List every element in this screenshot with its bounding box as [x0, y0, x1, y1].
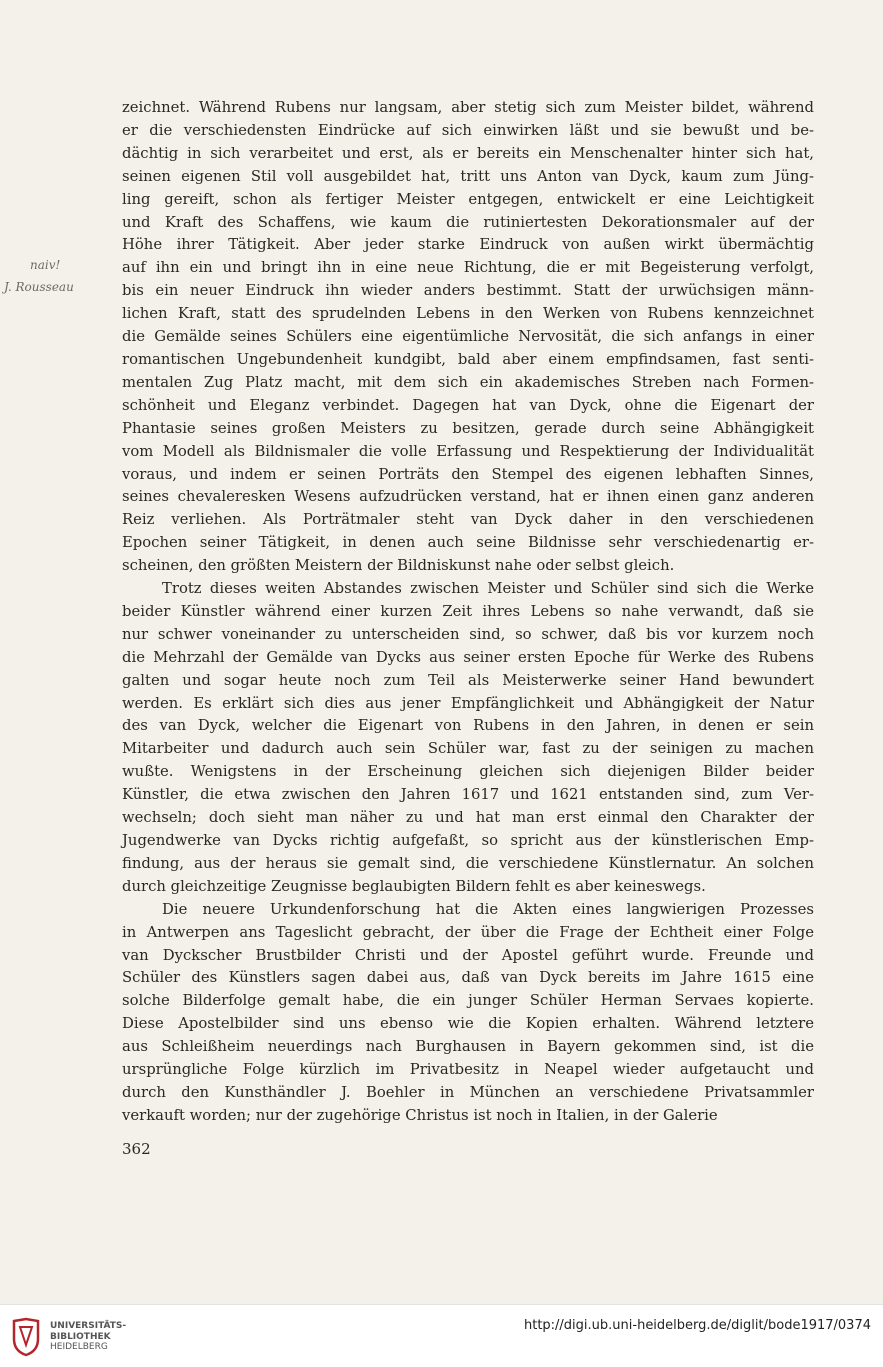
text-line: und Kraft des Schaffens, wie kaum die rutiniertesten Dekorationsmaler auf der: [122, 213, 814, 231]
text-line: aus Schleißheim neuerdings nach Burghausen in Bayern gekommen sind, ist die: [122, 1038, 814, 1056]
text-line: wußte. Wenigstens in der Erscheinung gleichen sich diejenigen Bilder beider: [122, 763, 814, 781]
text-line: romantischen Ungebundenheit kundgibt, bald aber einem empfindsamen, fast senti-: [122, 350, 814, 368]
library-line-2: BIBLIOTHEK: [50, 1331, 111, 1342]
text-line: ursprüngliche Folge kürzlich im Privatbesitz in Neapel wieder aufgetaucht und: [122, 1061, 814, 1079]
text-line: zeichnet. Während Rubens nur langsam, aber stetig sich zum Meister bildet, während: [122, 99, 814, 116]
text-line: durch den Kunsthändler J. Boehler in München an verschiedene Privatsammler: [122, 1083, 814, 1101]
text-line: Epochen seiner Tätigkeit, in denen auch seine Bildnisse sehr verschiedenartig er-: [122, 534, 814, 552]
text-line: mentalen Zug Platz macht, mit dem sich ein akademisches Streben nach Formen-: [122, 373, 814, 391]
text-line: verkauft worden; nur der zugehörige Christus ist noch in Italien, in der Galerie: [122, 1106, 718, 1124]
text-line: seines chevaleresken Wesens aufzudrücken verstand, hat er ihnen einen ganz anderen: [122, 488, 814, 506]
text-line: Trotz dieses weiten Abstandes zwischen Meister und Schüler sind sich die Werke: [162, 580, 814, 598]
text-line: Mitarbeiter und dadurch auch sein Schüler war, fast zu der seinigen zu machen: [122, 740, 814, 758]
text-line: Die neuere Urkundenforschung hat die Akten eines langwierigen Prozesses: [162, 900, 814, 918]
text-line: bis ein neuer Eindruck ihn wieder anders bestimmt. Statt der urwüchsigen männ-: [122, 282, 814, 300]
paragraph-2: [122, 578, 814, 899]
library-line-1: UNIVERSITÄTS-: [50, 1321, 127, 1331]
library-line-3: HEIDELBERG: [50, 1342, 108, 1352]
text-line: auf ihn ein und bringt ihn in eine neue Richtung, die er mit Begeisterung verfolgt,: [122, 259, 814, 277]
text-line: Künstler, die etwa zwischen den Jahren 1617 und 1621 entstanden sind, zum Ver-: [122, 786, 814, 804]
text-line: voraus, und indem er seinen Porträts den Stempel des eigenen lebhaften Sinnes,: [122, 465, 814, 483]
page-body: [122, 97, 814, 1128]
text-line: in Antwerpen ans Tageslicht gebracht, der über die Frage der Echtheit einer Folge: [122, 923, 814, 941]
text-line: lichen Kraft, statt des sprudelnden Lebens in den Werken von Rubens kennzeichnet: [122, 305, 814, 323]
text-line: Reiz verliehen. Als Porträtmaler steht van Dyck daher in den verschiedenen: [122, 511, 814, 529]
text-line: die Mehrzahl der Gemälde van Dycks aus seiner ersten Epoche für Werke des Rubens: [122, 648, 814, 666]
text-line: Phantasie seines großen Meisters zu besitzen, gerade durch seine Abhängigkeit: [122, 419, 814, 437]
source-url-link[interactable]: http://digi.ub.uni-heidelberg.de/diglit/bode1917/0374: [523, 1318, 871, 1333]
text-line: schönheit und Eleganz verbindet. Dagegen hat van Dyck, ohne die Eigenart der: [122, 396, 814, 414]
text-line: findung, aus der heraus sie gemalt sind, die verschiedene Künstlernatur. An solchen: [122, 854, 814, 872]
text-line: van Dyckscher Brustbilder Christi und der Apostel geführt wurde. Freunde und: [122, 946, 814, 964]
text-line: scheinen, den größten Meistern der Bildniskunst nahe oder selbst gleich.: [122, 557, 675, 575]
text-line: beider Künstler während einer kurzen Zeit ihres Lebens so nahe verwandt, daß sie: [122, 602, 814, 620]
library-name[interactable]: [50, 1321, 126, 1353]
text-line: solche Bilderfolge gemalt habe, die ein junger Schüler Herman Servaes kopierte.: [122, 992, 814, 1010]
text-line: wechseln; doch sieht man näher zu und hat man erst einmal den Charakter der: [122, 809, 814, 827]
text-line: Höhe ihrer Tätigkeit. Aber jeder starke Eindruck von außen wirkt übermächtig: [122, 236, 814, 254]
text-line: vom Modell als Bildnismaler die volle Erfassung und Respektierung der Individualität: [122, 442, 814, 460]
library-logo-icon[interactable]: [10, 1317, 42, 1357]
text-line: nur schwer voneinander zu unterscheiden sind, so schwer, daß bis vor kurzem noch: [122, 625, 814, 643]
text-line: Schüler des Künstlers sagen dabei aus, daß van Dyck bereits im Jahre 1615 eine: [122, 969, 814, 987]
text-line: Jugendwerke van Dycks richtig aufgefaßt, so spricht aus der künstlerischen Emp-: [122, 832, 814, 849]
text-line: Diese Apostelbilder sind uns ebenso wie die Kopien erhalten. Während letztere: [122, 1015, 814, 1033]
page-number: 362: [122, 1140, 151, 1158]
paragraph-3: [122, 899, 814, 1128]
footer-bar: [0, 1304, 883, 1367]
text-line: durch gleichzeitige Zeugnisse beglaubigten Bildern fehlt es aber keineswegs.: [122, 877, 706, 895]
text-line: er die verschiedensten Eindrücke auf sich einwirken läßt und sie bewußt und be-: [122, 121, 814, 139]
text-line: des van Dyck, welcher die Eigenart von Rubens in den Jahren, in denen er sein: [122, 717, 814, 735]
text-line: seinen eigenen Stil voll ausgebildet hat, tritt uns Anton van Dyck, kaum zum Jüng-: [122, 167, 814, 185]
text-line: galten und sogar heute noch zum Teil als Meisterwerke seiner Hand bewundert: [122, 671, 814, 689]
margin-note-1: naiv!: [30, 258, 61, 272]
text-line: ling gereift, schon als fertiger Meister entgegen, entwickelt er eine Leichtigkeit: [122, 190, 814, 208]
text-line: die Gemälde seines Schülers eine eigentümliche Nervosität, die sich anfangs in einer: [122, 328, 814, 346]
margin-note-2: J. Rousseau: [4, 280, 74, 294]
paragraph-1: [122, 97, 814, 578]
text-line: werden. Es erklärt sich dies aus jener Empfänglichkeit und Abhängigkeit der Natur: [122, 694, 814, 712]
text-line: dächtig in sich verarbeitet und erst, als er bereits ein Menschenalter hinter sich hat,: [122, 144, 814, 162]
